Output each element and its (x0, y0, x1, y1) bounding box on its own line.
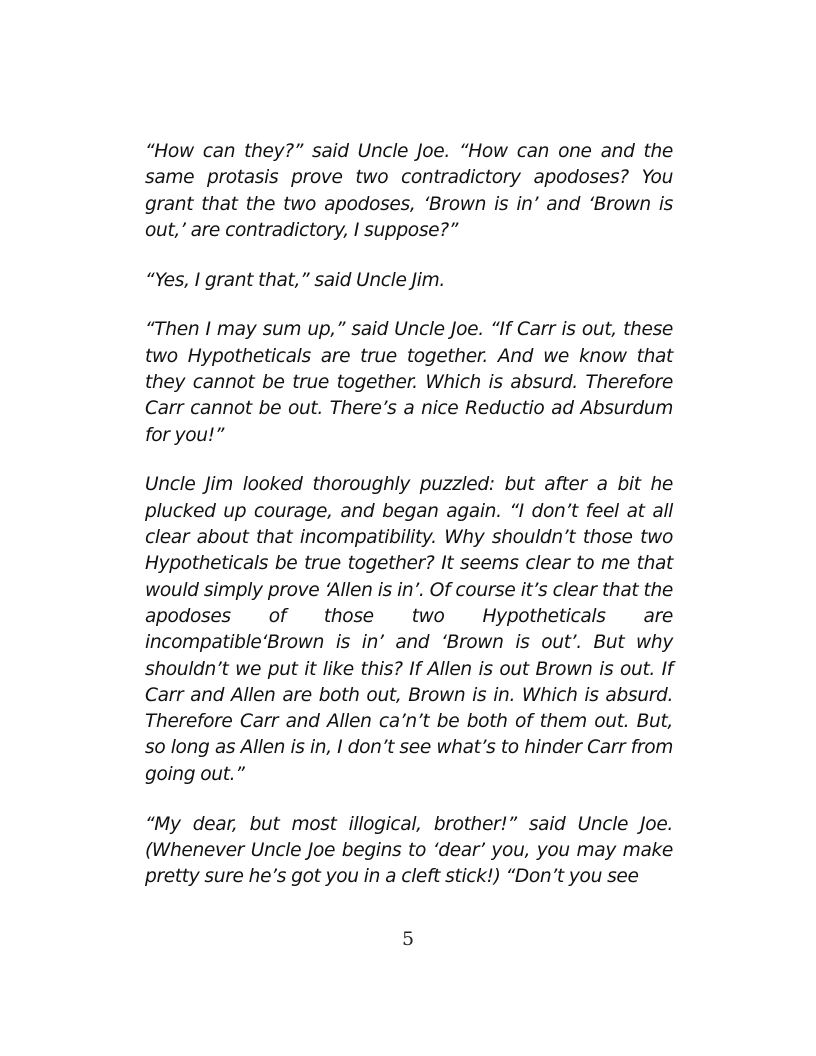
paragraph: “How can they?” said Uncle Joe. “How can one and the same protasis prove two contradictory apodoses? You grant that the two apodoses, ‘Brown is in’ and ‘Brown is out,’ are contradictory, I suppose?” (145, 141, 673, 241)
paragraph: “Yes, I grant that,” said Uncle Jim. (145, 269, 445, 291)
page-number: 5 (401, 928, 415, 950)
paragraph: “Then I may sum up,” said Uncle Joe. “If Carr is out, these two Hypotheticals are true together. And we know that they cannot be true together. Which is absurd. Therefore Carr cannot be out. There’s a nice Reductio ad Absurdum for you!” (145, 319, 673, 446)
body-text (145, 139, 673, 890)
paragraph: “My dear, but most illogical, brother!” said Uncle Joe. (Whenever Uncle Joe begins to ‘dear’ you, you may make pretty sure he’s got you in a cleft stick!) “Don’t you see (145, 813, 673, 888)
paragraph: Uncle Jim looked thoroughly puzzled: but after a bit he plucked up courage, and began again. “I don’t feel at all clear about that incompatibility. Why shouldn’t those two Hypotheticals be true together? It seems clear to me that would simply prove ‘Allen is in’. Of course it’s clear that the apodoses of those two Hypotheticals are incompatible‘Brown is in’ and ‘Brown is out’. But why shouldn’t we put it like this? If Allen is out Brown is out. If Carr and Allen are both out, Brown is in. Which is absurd. Therefore Carr and Allen ca’n’t be both of them out. But, so long as Allen is in, I don’t see what’s to hinder Carr from going out.” (145, 474, 673, 785)
